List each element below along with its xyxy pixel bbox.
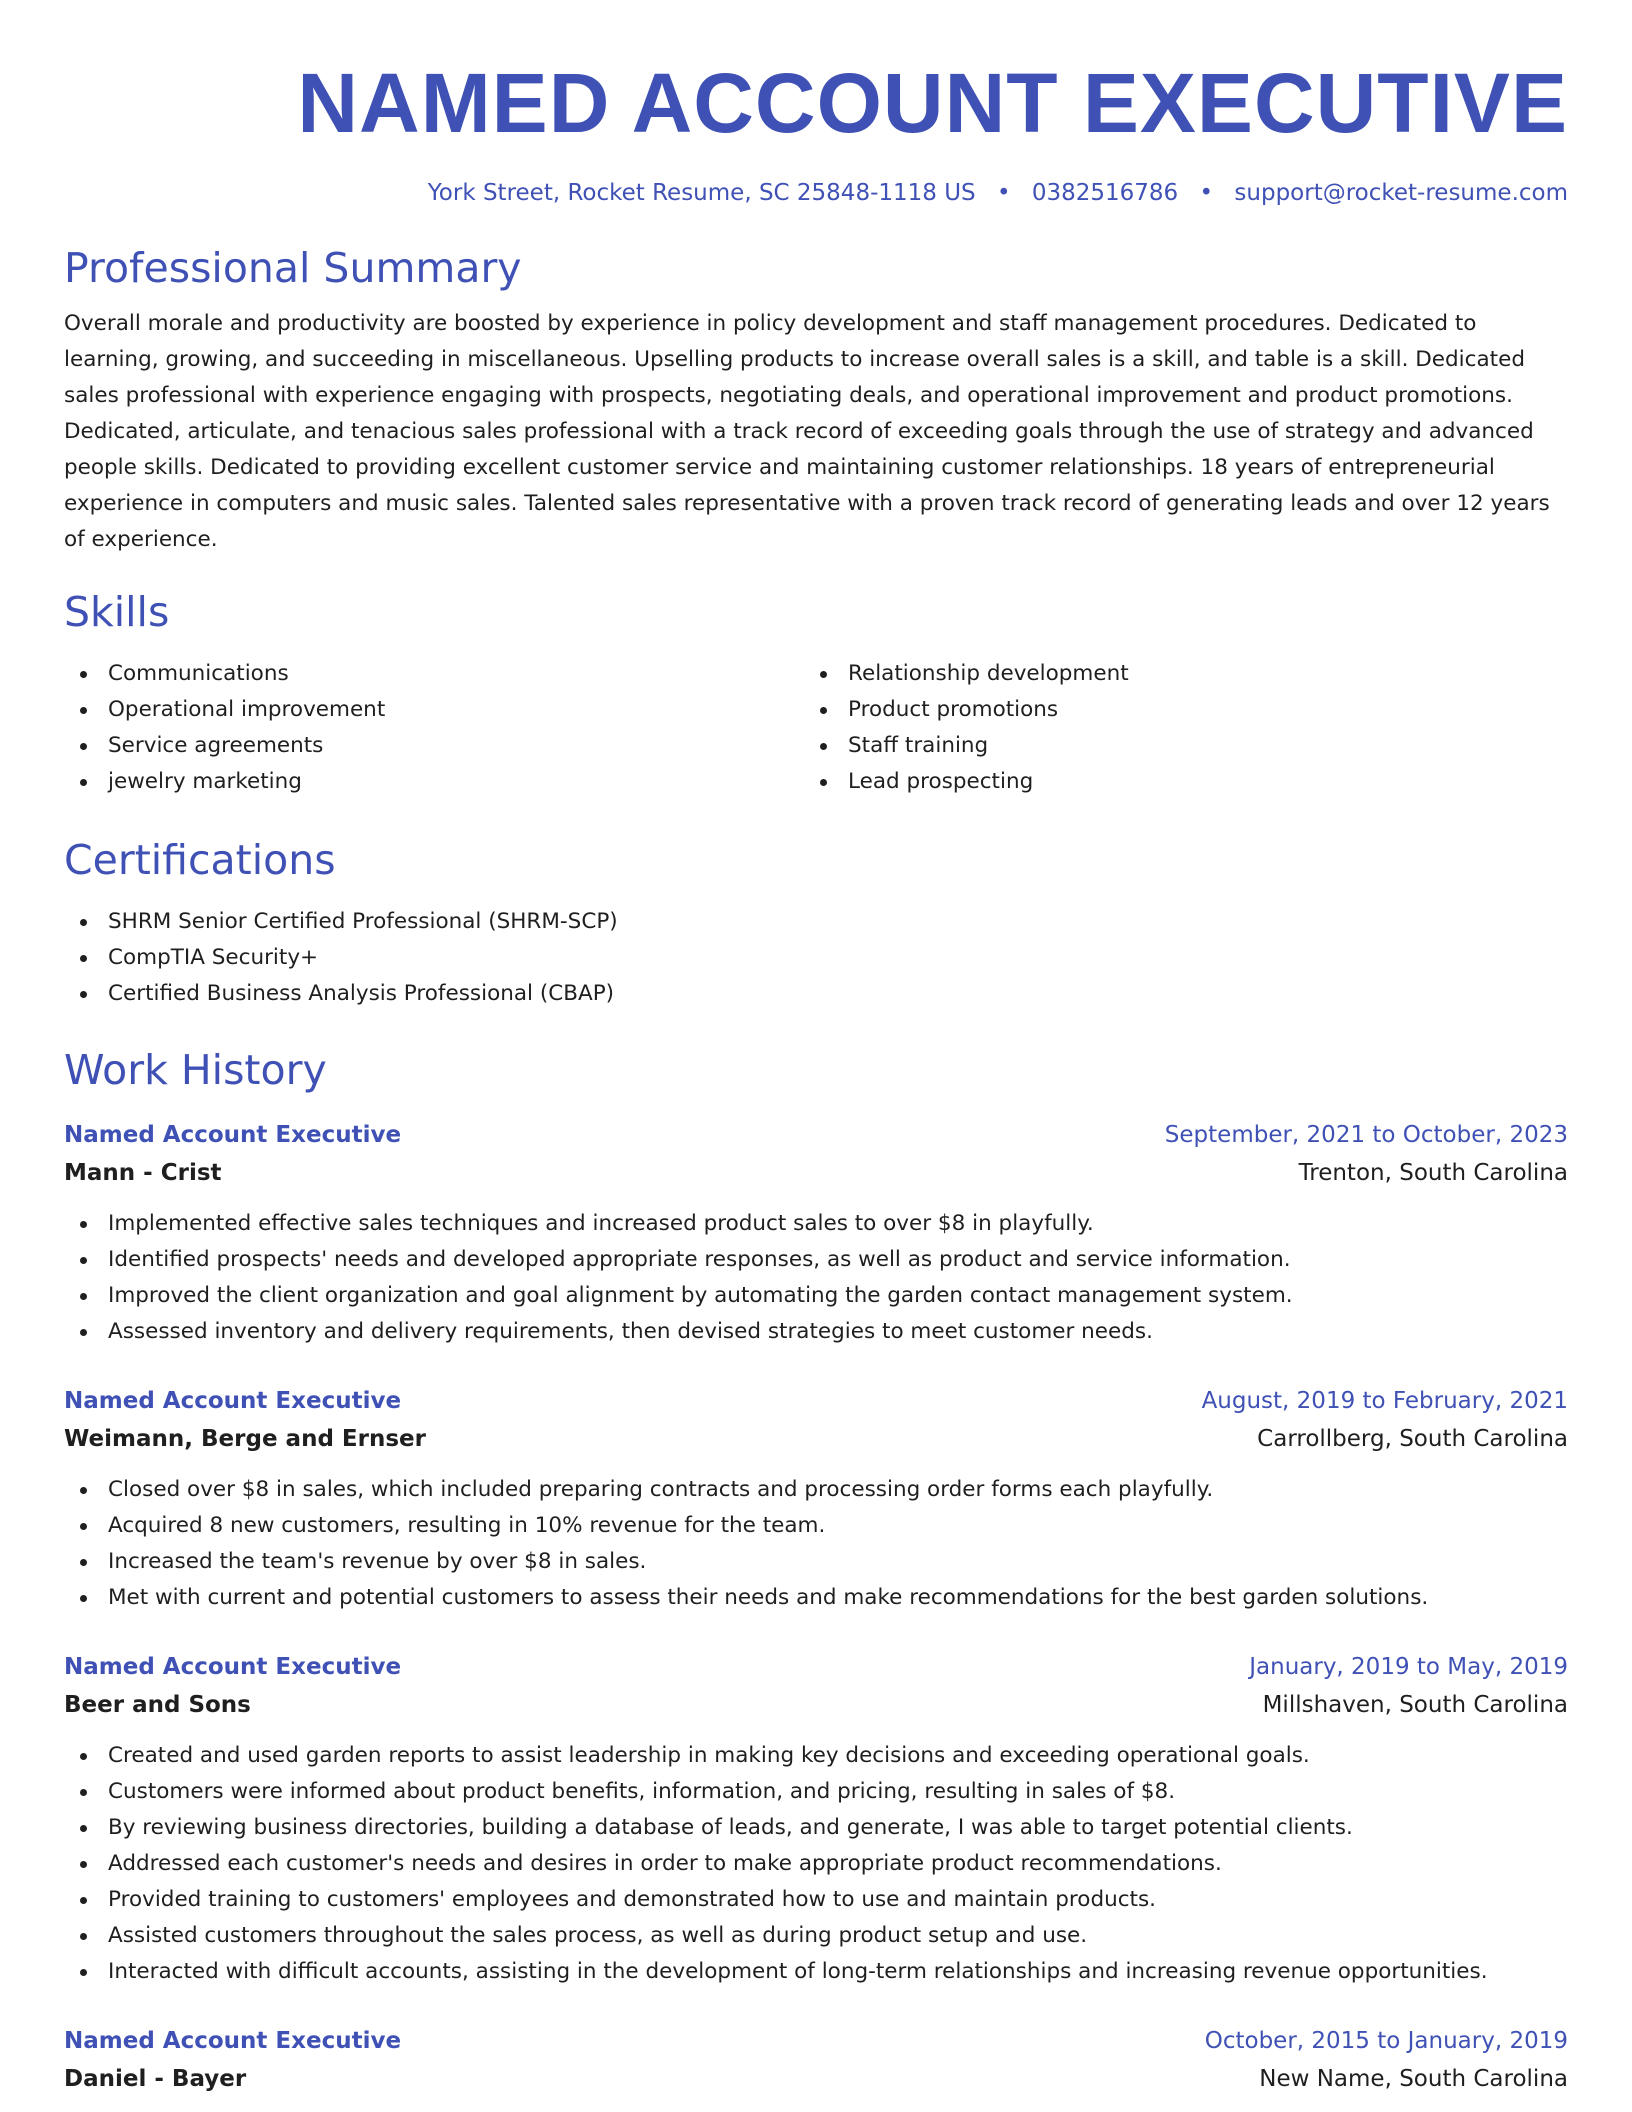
job-location: New Name, South Carolina [1259,2066,1568,2092]
job-header-row [64,1116,1568,1154]
job-bullet: Acquired 8 new customers, resulting in 10% revenue for the team. [64,1508,1568,1544]
job-bullet: Increased the team's revenue by over $8 in sales. [64,1544,1568,1580]
job-company: Beer and Sons [64,1692,251,1718]
job-dates: September, 2021 to October, 2023 [1164,1122,1568,1148]
job-bullet: Identified prospects' needs and developed appropriate responses, as well as product and service information. [64,1242,1568,1278]
job-location: Millshaven, South Carolina [1262,1692,1568,1718]
resume-header [64,48,1568,206]
job-company-row [64,1420,1568,1458]
job-dates: August, 2019 to February, 2021 [1201,1388,1568,1414]
contact-email[interactable]: support@rocket-resume.com [1234,180,1568,206]
job-bullets [64,1472,1568,1616]
skill-item: Staff training [804,728,1544,764]
job-dates: October, 2015 to January, 2019 [1204,2028,1568,2054]
certification-item: Certified Business Analysis Professional (CBAP) [64,976,1568,1012]
contact-phone: 0382516786 [1031,180,1179,206]
job-company: Mann - Crist [64,1160,222,1186]
resume-name: NAMED ACCOUNT EXECUTIVE [297,56,1568,150]
skill-item: Relationship development [804,656,1544,692]
contact-address: York Street, Rocket Resume, SC 25848-1118 US [427,180,976,206]
job-company: Daniel - Bayer [64,2066,247,2092]
job-entry [64,1116,1568,1350]
job-header-row [64,2022,1568,2060]
job-location: Trenton, South Carolina [1298,1160,1568,1186]
skill-item: jewelry marketing [64,764,804,800]
skill-item: Product promotions [804,692,1544,728]
job-location: Carrollberg, South Carolina [1257,1426,1568,1452]
job-bullet: Interacted with difficult accounts, assisting in the development of long-term relationships and increasing revenue opportunities. [64,1954,1568,1990]
job-company-row [64,2060,1568,2098]
skill-item: Service agreements [64,728,804,764]
skill-item: Operational improvement [64,692,804,728]
job-entry [64,1648,1568,1990]
job-company-row [64,1686,1568,1724]
skills-heading: Skills [64,588,170,636]
job-bullet: Provided training to customers' employees and demonstrated how to use and maintain products. [64,1882,1568,1918]
job-title: Named Account Executive [64,1388,402,1414]
summary-heading: Professional Summary [64,244,522,292]
job-bullet: Created and used garden reports to assist leadership in making key decisions and exceeding operational goals. [64,1738,1568,1774]
job-bullet: Improved the client organization and goal alignment by automating the garden contact management system. [64,1278,1568,1314]
certification-item: SHRM Senior Certified Professional (SHRM-SCP) [64,904,1568,940]
certifications-heading: Certifications [64,836,336,884]
certification-item: CompTIA Security+ [64,940,1568,976]
job-bullet: Assessed inventory and delivery requirements, then devised strategies to meet customer needs. [64,1314,1568,1350]
contact-separator: • [996,180,1011,206]
job-company: Weimann, Berge and Ernser [64,1426,426,1452]
work-history-heading: Work History [64,1046,327,1094]
skills-list [64,656,1568,800]
job-header-row [64,1648,1568,1686]
summary-text: Overall morale and productivity are boosted by experience in policy development and staff management procedures. Dedicated to learning, growing, and succeeding in miscellaneous. Upselling products to increase overall sales is a skill, and table is a skill. Dedicated sales professional with experience engaging with prospects, negotiating deals, and operational improvement and product promotions. Dedicated, articulate, and tenacious sales professional with a track record of exceeding goals through the use of strategy and advanced people skills. Dedicated to providing excellent customer service and maintaining customer relationships. 18 years of entrepreneurial experience in computers and music sales. Talented sales representative with a proven track record of generating leads and over 12 years of experience. [64,311,1550,552]
job-bullet: Met with current and potential customers to assess their needs and make recommendations for the best garden solutions. [64,1580,1568,1616]
job-bullet: Customers were informed about product benefits, information, and pricing, resulting in sales of $8. [64,1774,1568,1810]
contact-line [64,180,1568,206]
job-bullet: Closed over $8 in sales, which included preparing contracts and processing order forms each playfully. [64,1472,1568,1508]
job-bullet: Assisted customers throughout the sales process, as well as during product setup and use. [64,1918,1568,1954]
certifications-list [64,904,1568,1012]
skills-column-right [804,656,1544,800]
job-entry [64,2022,1568,2098]
job-bullet: By reviewing business directories, building a database of leads, and generate, I was able to target potential clients. [64,1810,1568,1846]
job-entry [64,1382,1568,1616]
job-bullet: Addressed each customer's needs and desires in order to make appropriate product recommendations. [64,1846,1568,1882]
job-bullet: Implemented effective sales techniques and increased product sales to over $8 in playfully. [64,1206,1568,1242]
job-title: Named Account Executive [64,1122,402,1148]
job-company-row [64,1154,1568,1192]
skill-item: Lead prospecting [804,764,1544,800]
job-dates: January, 2019 to May, 2019 [1249,1654,1568,1680]
job-title: Named Account Executive [64,1654,402,1680]
job-title: Named Account Executive [64,2028,402,2054]
skills-column-left [64,656,804,800]
job-bullets [64,1738,1568,1990]
job-header-row [64,1382,1568,1420]
skill-item: Communications [64,656,804,692]
job-bullets [64,1206,1568,1350]
contact-separator: • [1199,180,1214,206]
